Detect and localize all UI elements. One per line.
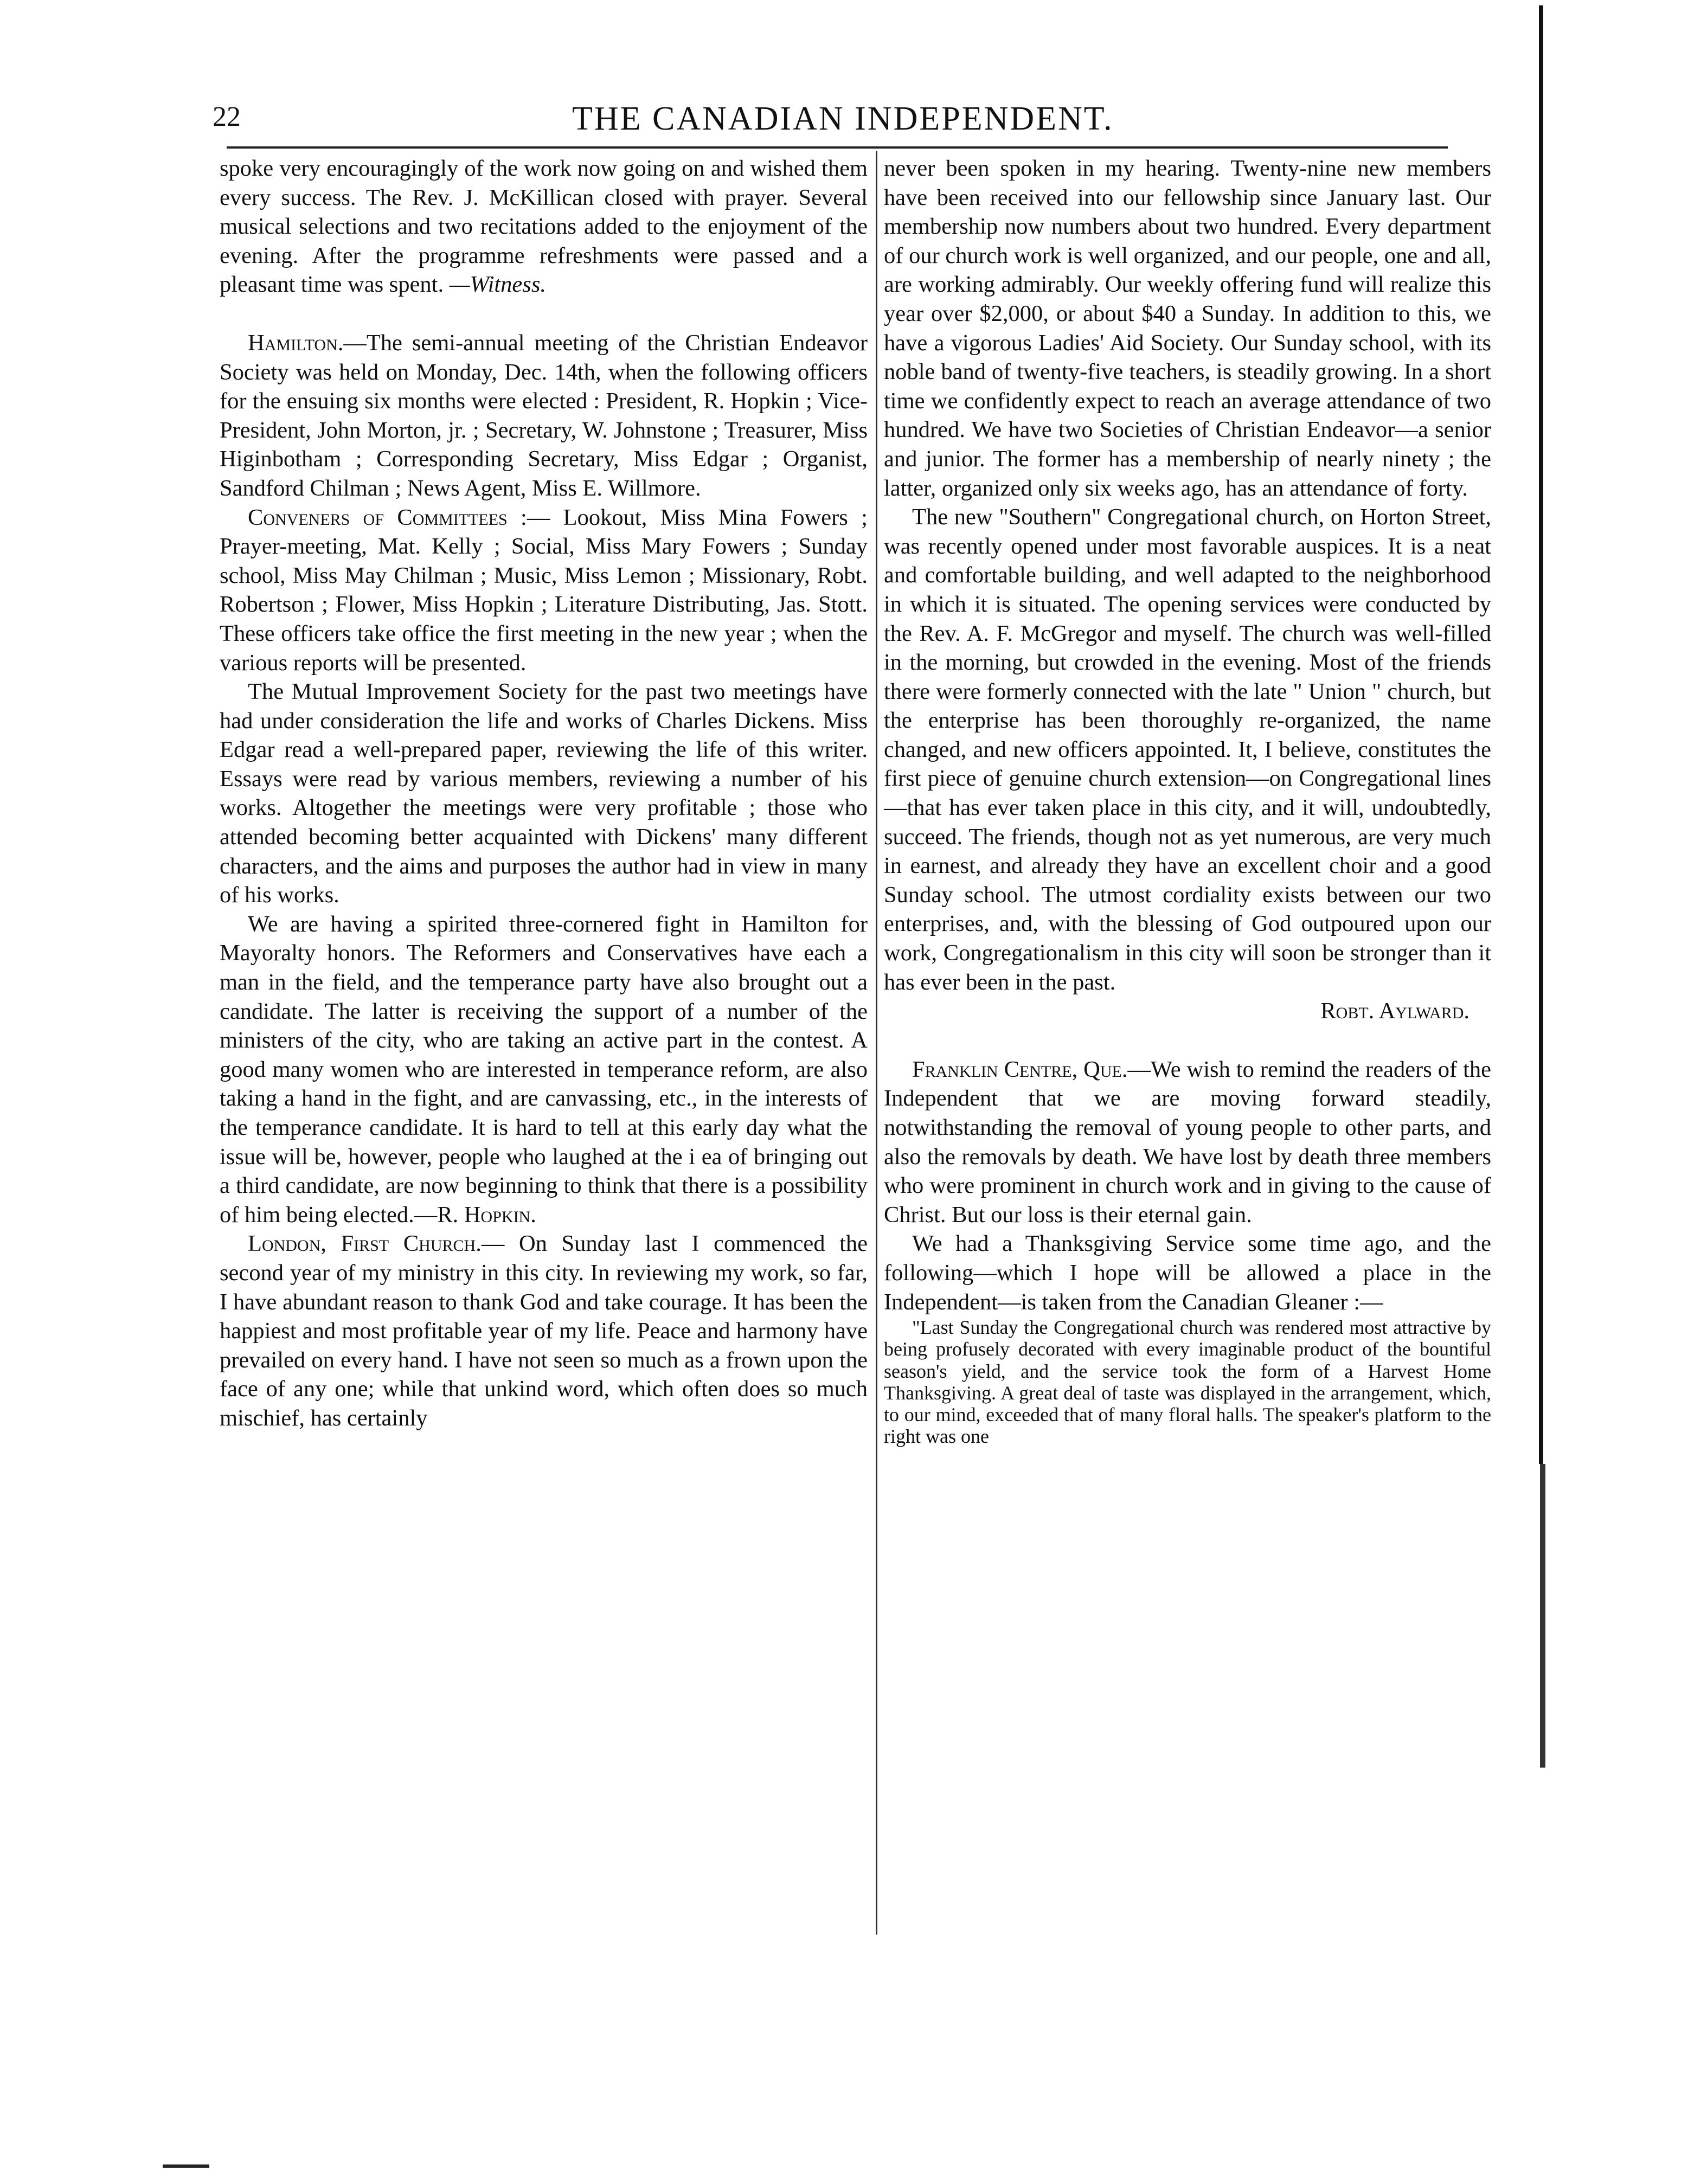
paragraph: Franklin Centre, Que.—We wish to remind the readers of the Independent that we are moving forward steadily, notwithstanding the removal of young people to other parts, and also the removals by death. We have lost by death three members who were prominent in church work and in giving to the cause of Christ. But our loss is their eternal gain. bbox=[884, 1056, 1492, 1228]
header-rule bbox=[227, 146, 1448, 149]
signature: Robt. Aylward. bbox=[1320, 998, 1469, 1024]
paragraph: never been spoken in my hearing. Twenty-nine new members have been received into our fellowship since January last. Our membership now numbers about two hundred. Every department of our church work is well organized, and our people, one and all, are working admirably. Our weekly offering fund will realize this year over $2,000, or about $40 a Sunday. In addition to this, we have a vigorous Ladies' Aid Society. Our Sunday school, with its noble band of twenty-five teachers, is steadily growing. In a short time we confidently expect to reach an average attendance of two hundred. We have two Societies of Christian Endeavor—a senior and junior. The former has a membership of nearly ninety ; the latter, organized only six weeks ago, has an attendance of forty. bbox=[884, 156, 1491, 501]
bottom-edge-mark bbox=[163, 2164, 209, 2168]
paragraph: London, First Church.— On Sunday last I commenced the second year of my ministry in this city. In reviewing my work, so far, I have abundant reason to thank God and take courage. It has been the happiest and most profitable year of my life. Peace and harmony have prevailed on every hand. I have not seen so much as a frown upon the face of any one; while that unkind word, which often does so much mischief, has certainly bbox=[220, 1231, 868, 1431]
paragraph: spoke very encouragingly of the work now going on and wished them every success. The Rev. J. McKillican closed with prayer. Several musical selections and two recitations added to the enjoyment of the evening. After the programme refreshments were passed and a pleasant time was spent. —Witness. bbox=[220, 156, 868, 298]
signature: —R. Hopkin. bbox=[414, 1202, 536, 1228]
paragraph: The new "Southern" Congregational church, on Horton Street, was recently opened under most favorable auspices. It is a neat and comfortable building, and well adapted to the neighborhood in which it is situated. The opening services were conducted by the Rev. A. F. McGregor and myself. The church was well-filled in the morning, but crowded in the evening. Most of the friends there were formerly connected with the late " Union " church, but the enterprise has been thoroughly re-organized, the name changed, and new officers appointed. It, I believe, constitutes the first piece of genuine church extension—on Congregational lines—that has ever taken place in this city, and it will, undoubtedly, succeed. The friends, though not as yet numerous, are very much in earnest, and already they have an excellent choir and a good Sunday school. The utmost cordiality exists between our two enterprises, and, with the blessing of God outpoured upon our work, Congregationalism in this city will soon be stronger than it has ever been in the past. bbox=[884, 504, 1491, 995]
paragraph: We are having a spirited three-cornered fight in Hamilton for Mayoralty honors. The Reformers and Conservatives have each a man in the field, and the temperance party have also brought out a candidate. The latter is receiving the support of a number of the ministers of the city, who are taking an active part in the contest. A good many women who are interested in temperance reform, are also taking a hand in the fight, and are canvassing, etc., in the interests of the temperance candidate. It is hard to tell at this early day what the issue will be, however, people who laughed at the i ea of bringing out a third candidate, are now beginning to think that there is a possibility of him being elected.—R. Hopkin. bbox=[220, 911, 868, 1228]
paragraph: Hamilton.—The semi-annual meeting of the Christian Endeavor Society was held on Monday, Dec. 14th, when the following officers for the ensuing six months were elected : President, R. Hopkin ; Vice-President, John Morton, jr. ; Secretary, W. Johnstone ; Treasurer, Miss Higinbotham ; Corresponding Secretary, Miss Edgar ; Organist, Sandford Chilman ; News Agent, Miss E. Willmore. bbox=[220, 330, 868, 501]
paragraph: Conveners of Committees :— Lookout, Miss Mina Fowers ; Prayer-meeting, Mat. Kelly ; Social, Miss Mary Fowers ; Sunday school, Miss May Chilman ; Music, Miss Lemon ; Missionary, Robt. Robertson ; Flower, Miss Hopkin ; Literature Distributing, Jas. Stott. These officers take office the first meeting in the new year ; when the various reports will be presented. bbox=[220, 504, 868, 676]
page-number: 22 bbox=[213, 101, 241, 132]
source-credit: —Witness. bbox=[449, 272, 546, 298]
quotation: "Last Sunday the Congregational church was rendered most attractive by being profusely decorated with every imaginable product of the bountiful season's yield, and the service took the form of a Harvest Home Thanksgiving. A great deal of taste was displayed in the arrangement, which, to our mind, exceeded that of many floral halls. The speaker's platform to the right was one bbox=[884, 1316, 1491, 1448]
paragraph: We had a Thanksgiving Service some time ago, and the following—which I hope will be allowed a place in the Independent—is taken from the Canadian Gleaner :— bbox=[884, 1231, 1491, 1315]
item-lead: Conveners of Committees : bbox=[248, 504, 527, 530]
item-lead: Franklin Centre, Que. bbox=[912, 1056, 1128, 1082]
running-head: THE CANADIAN INDEPENDENT. bbox=[572, 100, 1114, 137]
page-edge-shadow-lower bbox=[1540, 1464, 1545, 1768]
item-lead: London, First Church. bbox=[248, 1231, 482, 1257]
paragraph: The Mutual Improvement Society for the past two meetings have had under consideration the life and works of Charles Dickens. Miss Edgar read a well-prepared paper, reviewing the life of this writer. Essays were read by various members, reviewing a number of his works. Altogether the meetings were very profitable ; those who attended becoming better acquainted with Dickens' many different characters, and the aims and purposes the author had in view in many of his works. bbox=[220, 679, 868, 908]
left-column bbox=[220, 154, 868, 1433]
column-divider bbox=[876, 151, 877, 1935]
page-edge-shadow bbox=[1539, 5, 1543, 1464]
item-lead: Hamilton. bbox=[248, 330, 344, 356]
right-column bbox=[884, 154, 1491, 1447]
